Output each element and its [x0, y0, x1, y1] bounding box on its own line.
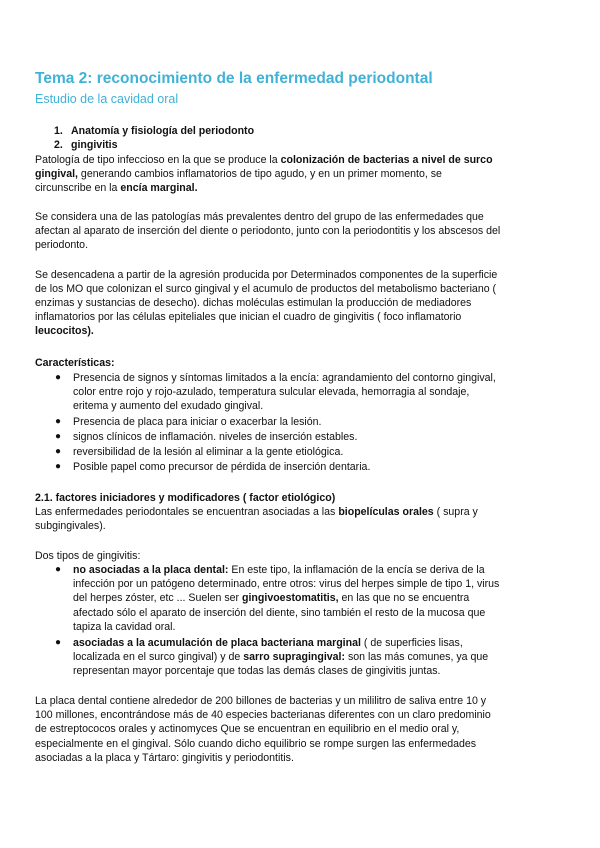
paragraph-line: inflamatorios por las células epiteliales que inician el cuadro de gingivitis ( foco inflamatorio: [35, 311, 462, 323]
list-item: infección por un patógeno determinado, entre otros: virus del herpes simple de tipo 1, virus: [73, 578, 500, 590]
bullet-icon: ●: [55, 461, 62, 472]
list-item-anatomia: Anatomía y fisiología del periodonto: [71, 125, 255, 137]
paragraph-line: circunscribe en la encía marginal.: [35, 182, 198, 194]
paragraph-line: Se desencadena a partir de la agresión producida por Determinados componentes de la superficie: [35, 269, 498, 281]
list-item: Posible papel como precursor de pérdida de inserción dentaria.: [73, 461, 371, 473]
list-item: signos clínicos de inflamación. niveles de inserción estables.: [73, 431, 358, 443]
bullet-icon: ●: [55, 416, 62, 427]
list-item-gingivitis: gingivitis: [71, 139, 118, 151]
paragraph-line: subgingivales).: [35, 520, 106, 532]
bullet-icon: ●: [55, 372, 62, 383]
list-item: no asociadas a la placa dental: En este tipo, la inflamación de la encía se deriva de la: [73, 564, 485, 576]
document-title: Tema 2: reconocimiento de la enfermedad periodontal: [35, 70, 433, 87]
list-item: color entre rojo y rojo-azulado, temperatura sulcular elevada, hemorragia al sondaje,: [73, 386, 470, 398]
bullet-icon: ●: [55, 564, 62, 575]
section-heading-caracteristicas: Características:: [35, 357, 115, 369]
list-item: localizada en el surco gingival) y de sarro supragingival: son las más comunes, ya que: [73, 651, 489, 663]
list-item: Presencia de placa para iniciar o exacerbar la lesión.: [73, 416, 322, 428]
list-item: eritema y aumento del exudado gingival.: [73, 400, 264, 412]
paragraph-line: asociadas a la placa y Tártaro: gingivitis y periodontitis.: [35, 752, 294, 764]
paragraph-line: de los MO que colonizan el surco gingival y el acumulo de productos del metabolismo bacteriano (: [35, 283, 497, 295]
paragraph-line: periodonto.: [35, 239, 89, 251]
paragraph-line: de estreptococos orales y actinomyces Que se encuentran en equilibrio en el medio oral y,: [35, 723, 460, 735]
list-item: del herpes zóster, etc ... Suelen ser gingivoestomatitis, en las que no se encuentra: [73, 592, 470, 604]
bullet-icon: ●: [55, 431, 62, 442]
list-item: reversibilidad de la lesión al eliminar a la gente etiológica.: [73, 446, 344, 458]
paragraph-line: Se considera una de las patologías más prevalentes dentro del grupo de las enfermedades que: [35, 211, 484, 223]
list-number: 2.: [54, 139, 63, 151]
list-item: Presencia de signos y síntomas limitados a la encía: agrandamiento del contorno gingival,: [73, 372, 496, 384]
list-number: 1.: [54, 125, 63, 137]
list-item: asociadas a la acumulación de placa bacteriana marginal ( de superficies lisas,: [73, 637, 463, 649]
paragraph-line: enzimas y sustancias de desecho). dichas moléculas estimulan la producción de mediadores: [35, 297, 472, 309]
paragraph-line: Las enfermedades periodontales se encuentran asociadas a las biopelículas orales ( supra y: [35, 506, 478, 518]
paragraph-line: gingival, generando cambios inflamatorios de tipo agudo, y en un primer momento, se: [35, 168, 442, 180]
paragraph-line: 100 millones, encontrándose más de 40 especies bacterianas diferentes con un claro predominio: [35, 709, 491, 721]
bullet-icon: ●: [55, 446, 62, 457]
paragraph-line: afectan al aparato de inserción del diente o periodonto, junto con la periodontitis y los abscesos del: [35, 225, 501, 237]
paragraph-line: Patología de tipo infeccioso en la que se produce la colonización de bacterias a nivel de surco: [35, 154, 493, 166]
list-item: representan mayor porcentaje que todas las demás clases de gingivitis juntas.: [73, 665, 441, 677]
paragraph-line: leucocitos).: [35, 325, 94, 337]
paragraph-line: Dos tipos de gingivitis:: [35, 550, 141, 562]
bullet-icon: ●: [55, 637, 62, 648]
section-heading-factores: 2.1. factores iniciadores y modificadores ( factor etiológico): [35, 492, 336, 504]
list-item: tapiza la cavidad oral.: [73, 621, 176, 633]
paragraph-line: especialmente en el gingival. Sólo cuando dicho equilibrio se rompe surgen las enfermedades: [35, 738, 477, 750]
paragraph-line: La placa dental contiene alrededor de 200 billones de bacterias y un mililitro de saliva entre 10 y: [35, 695, 487, 707]
document-subtitle: Estudio de la cavidad oral: [35, 92, 179, 106]
list-item: afectado sólo el aparato de inserción del diente, sino también el resto de la mucosa que: [73, 607, 486, 619]
